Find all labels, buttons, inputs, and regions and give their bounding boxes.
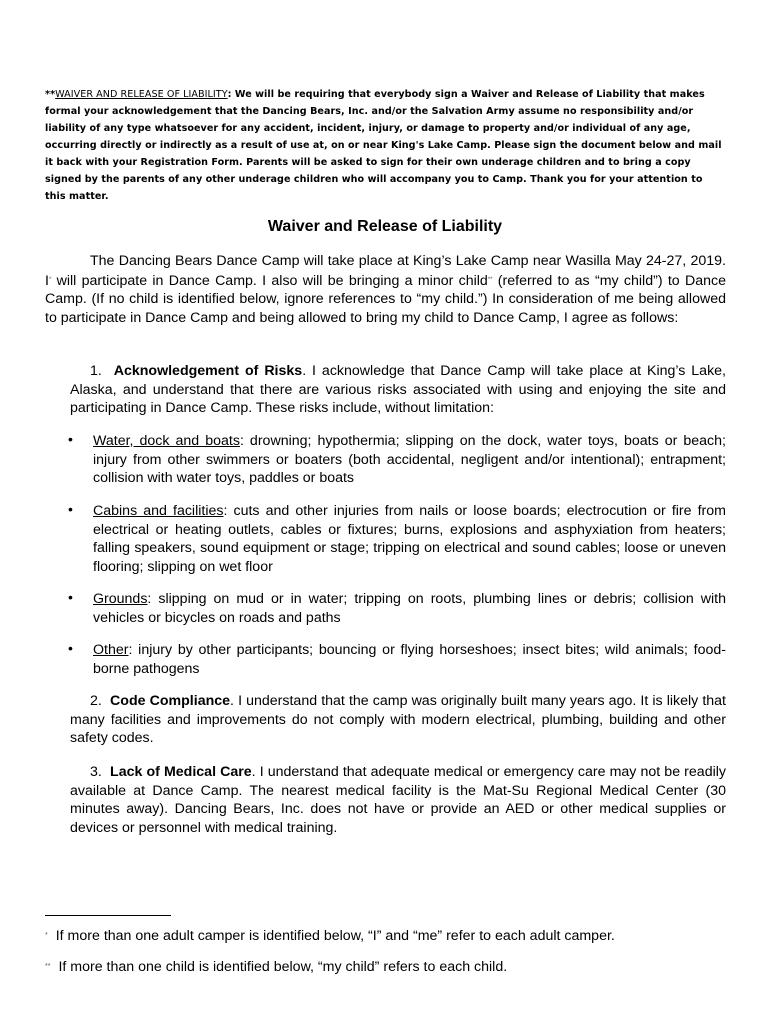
bullet-icon: • [68, 431, 73, 447]
risk-item [68, 431, 726, 488]
bullet-icon: • [68, 501, 73, 517]
section-text: . I understand that the camp was originally built many years ago. It is likely that many facilities and improvements do not comply with modern electrical, plumbing, building and other safety codes. [70, 693, 727, 747]
section-text: . I understand that adequate medical or emergency care may not be readily available at Dance Camp. The nearest medical facility is the Mat-Su Regional Medical Center (30 minutes away). Dancing Bears, Inc. does not have or provide an AED or other medical supplies or devices or personnel with medical training. [70, 764, 726, 837]
risk-label: Water, dock and boats [93, 433, 240, 449]
notice-body: : We will be requiring that everybody sign a Waiver and Release of Liability that makes formal your acknowledgement that the Dancing Bears, Inc. and/or the Salvation Army assume no responsibility and/or liability of any type whatsoever for any accident, incident, injury, or damage to property and/or individual of any age, occurring directly or indirectly as a result of use at, on or near King's Lake Camp. Please sign the document below and mail it back with your Registration Form. Parents will be asked to sign for their own underage children and to bring a copy signed by the parents of any other underage children who will accompany you to Camp. Thank you for your attention to this matter. [45, 89, 722, 202]
risk-label: Grounds [93, 591, 148, 607]
risk-text: : injury by other participants; bouncing or flying horseshoes; insect bites; wild animals; food-borne pathogens [93, 642, 726, 677]
intro-text-2: will participate in Dance Camp. I also will be bringing a minor child [51, 272, 488, 289]
liability-notice [45, 86, 725, 205]
intro-text-3: (referred to as “my child”) to Dance Camp. (If no child is identified below, ignore references to “my child.”) In consideration of me being allowed to participate in Dance Camp and being allowed to bring my child to Dance Camp, I agree as follows: [45, 272, 727, 327]
bullet-icon: • [68, 640, 73, 656]
section-2 [70, 692, 726, 748]
risk-item [68, 640, 726, 678]
intro-paragraph [45, 252, 726, 328]
section-number: 1. [90, 363, 102, 379]
notice-prefix: ** [45, 89, 56, 100]
footnote-mark: * [45, 932, 48, 939]
section-number: 2. [90, 693, 102, 709]
section-number: 3. [90, 764, 102, 780]
footnote-divider [45, 915, 171, 916]
risk-text: : slipping on mud or in water; tripping on roots, plumbing lines or debris; collision with vehicles or bicycles on roads and paths [93, 591, 726, 626]
section-3 [70, 763, 726, 838]
footnote-ref-2: ** [487, 276, 493, 283]
risk-label: Cabins and facilities [93, 503, 224, 519]
footnote-mark: ** [45, 963, 51, 970]
section-text: . I acknowledge that Dance Camp will take place at King’s Lake, Alaska, and understand that there are various risks associated with using and enjoying the site and participating in Dance Camp. These risks include, without limitation: [70, 363, 727, 417]
section-heading: Acknowledgement of Risks [113, 363, 303, 379]
risk-label: Other [93, 642, 129, 658]
risk-item [68, 501, 726, 577]
risk-text: : cuts and other injuries from nails or loose boards; electrocution or fire from electrical or heating outlets, cables or fixtures; burns, explosions and asphyxiation from heaters; falling speakers, sound equipment or stage; tripping on electrical and sound cables; loose or uneven flooring; slipping on wet floor [93, 503, 726, 576]
page-title: Waiver and Release of Liability [267, 218, 503, 235]
notice-heading: WAIVER AND RELEASE OF LIABILITY [55, 89, 228, 100]
section-heading: Lack of Medical Care [110, 764, 252, 780]
risk-text: : drowning; hypothermia; slipping on the dock, water toys, boats or beach; injury from other swimmers or boaters (both accidental, negligent and/or intentional); entrapment; collision with water toys, paddles or boats [93, 433, 726, 487]
footnote-text: If more than one adult camper is identified below, “I” and “me” refer to each adult camper. [55, 928, 615, 944]
section-heading: Code Compliance [110, 693, 231, 709]
intro-text-1: The Dancing Bears Dance Camp will take place at King’s Lake Camp near Wasilla May 24-27, 2019. I [45, 253, 726, 289]
section-1 [70, 362, 726, 418]
bullet-icon: • [68, 589, 73, 605]
footnote-text: If more than one child is identified below, “my child” refers to each child. [58, 959, 508, 975]
footnote-1 [45, 928, 615, 944]
footnote-ref-1: * [48, 276, 52, 283]
footnote-2 [45, 959, 507, 975]
risk-item [68, 589, 726, 627]
